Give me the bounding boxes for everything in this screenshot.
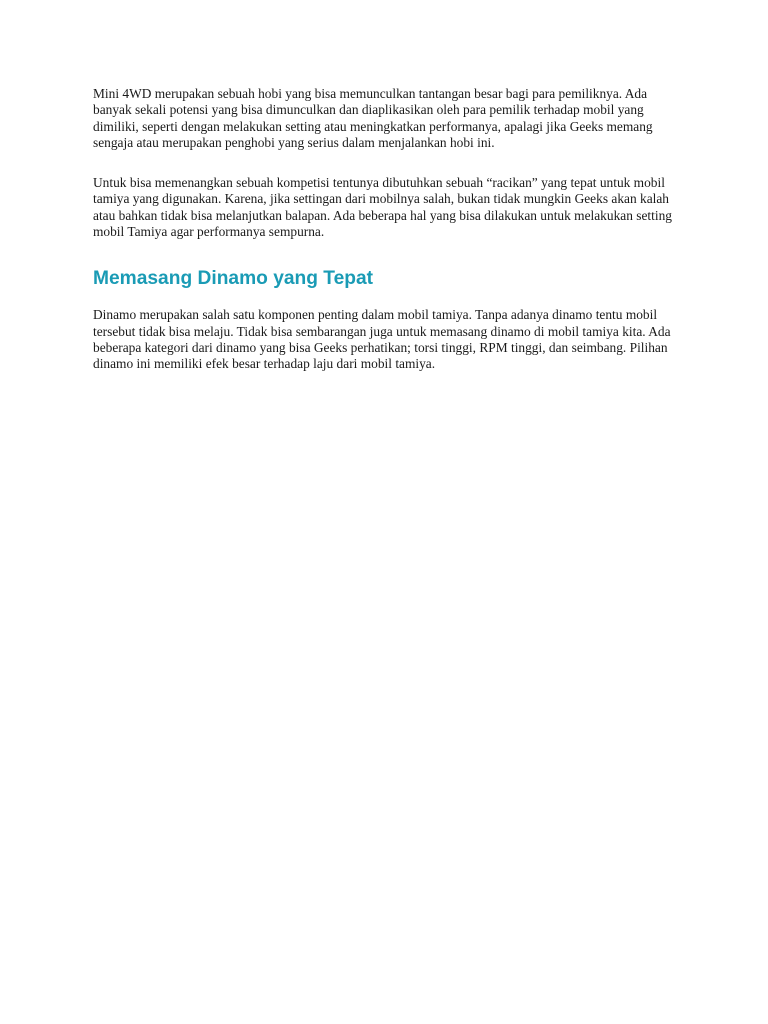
competition-paragraph: Untuk bisa memenangkan sebuah kompetisi tentunya dibutuhkan sebuah “racikan” yang tepat untuk mobil tamiya yang digunakan. Karena, jika settingan dari mobilnya salah, bukan tidak mungkin Geeks akan kalah atau bahkan tidak bisa melanjutkan balapan. Ada beberapa hal yang bisa dilakukan untuk melakukan setting mobil Tamiya agar performanya sempurna.	[93, 175, 672, 240]
dinamo-paragraph: Dinamo merupakan salah satu komponen penting dalam mobil tamiya. Tanpa adanya dinamo tentu mobil tersebut tidak bisa melaju. Tidak bisa sembarangan juga untuk memasang dinamo di mobil tamiya kita. Ada beberapa kategori dari dinamo yang bisa Geeks perhatikan; torsi tinggi, RPM tinggi, dan seimbang. Pilihan dinamo ini memiliki efek besar terhadap laju dari mobil tamiya.	[93, 307, 671, 372]
document-page	[93, 86, 673, 373]
section-heading: Memasang Dinamo yang Tepat	[93, 268, 374, 290]
intro-paragraph: Mini 4WD merupakan sebuah hobi yang bisa memunculkan tantangan besar bagi para pemiliknya. Ada banyak sekali potensi yang bisa dimunculkan dan diaplikasikan oleh para pemilik terhadap mobil yang dimiliki, seperti dengan melakukan setting atau meningkatkan performanya, apalagi jika Geeks memang sengaja atau merupakan penghobi yang serius dalam menjalankan hobi ini.	[93, 86, 653, 150]
